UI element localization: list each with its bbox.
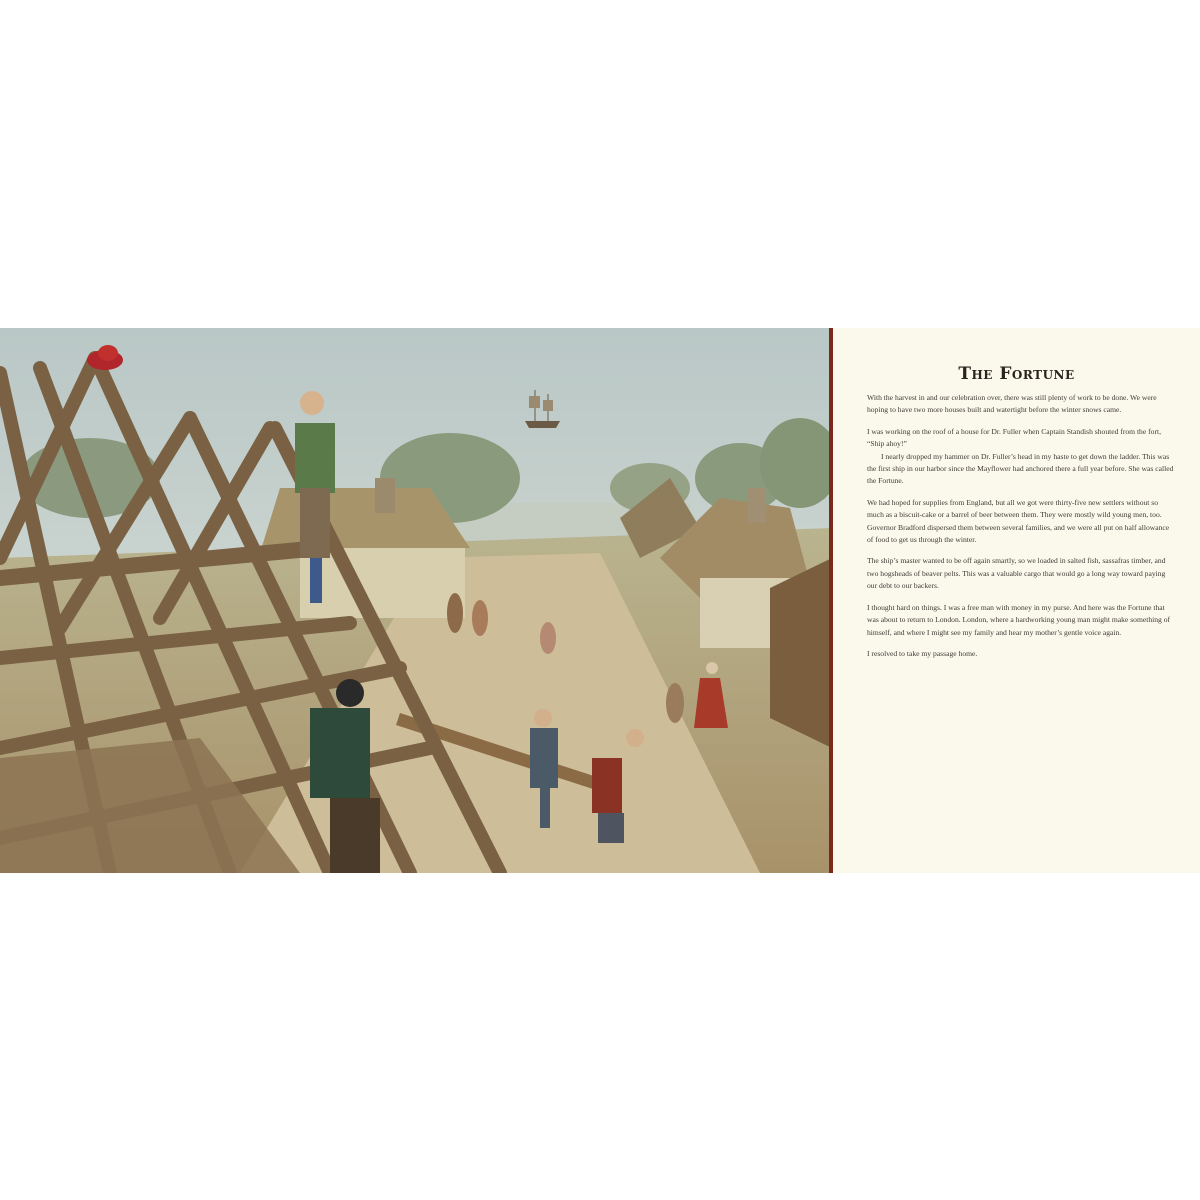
paragraph-3: I nearly dropped my hammer on Dr. Fuller’s head in my haste to get down the ladder. This was the first ship in our harbor since the Mayflower had anchored there a full year before. She was called the Fortune. [867, 451, 1174, 486]
paragraph-7: I resolved to take my passage home. [867, 648, 978, 658]
paragraph-1: With the harvest in and our celebration over, there was still plenty of work to be done. We were hoping to have two more houses built and watertight before the winter snows came. [867, 393, 1157, 415]
text-page [833, 328, 1200, 873]
book-spread [0, 328, 1200, 873]
paragraph-2: I was working on the roof of a house for Dr. Fuller when Captain Standish shouted from the fort, “Ship ahoy!” [867, 426, 1161, 449]
paragraph-5: The ship’s master wanted to be off again smartly, so we loaded in salted fish, sassafras timber, and two hogsheads of beaver pelts. This was a valuable cargo that would go a long way toward paying our debt to our backers. [867, 556, 1166, 591]
chapter-title: The Fortune [958, 364, 1075, 384]
paragraph-6: I thought hard on things. I was a free man with money in my purse. And here was the Fortune that was about to return to London. London, where a hardworking young man might make something of himself, and where I might see my family and hear my mother’s gentle voice again. [867, 602, 1171, 637]
story-text [867, 392, 1175, 669]
paragraph-4: We had hoped for supplies from England, but all we got were thirty-five new settlers without so much as a biscuit-cake or a barrel of beer between them. They were mostly wild young men, too. Governor Bradford dispersed them between several families, and we were all put on half allowance of food to get us through the winter. [867, 497, 1170, 545]
village-illustration [0, 328, 832, 873]
illustration-art [0, 328, 832, 873]
